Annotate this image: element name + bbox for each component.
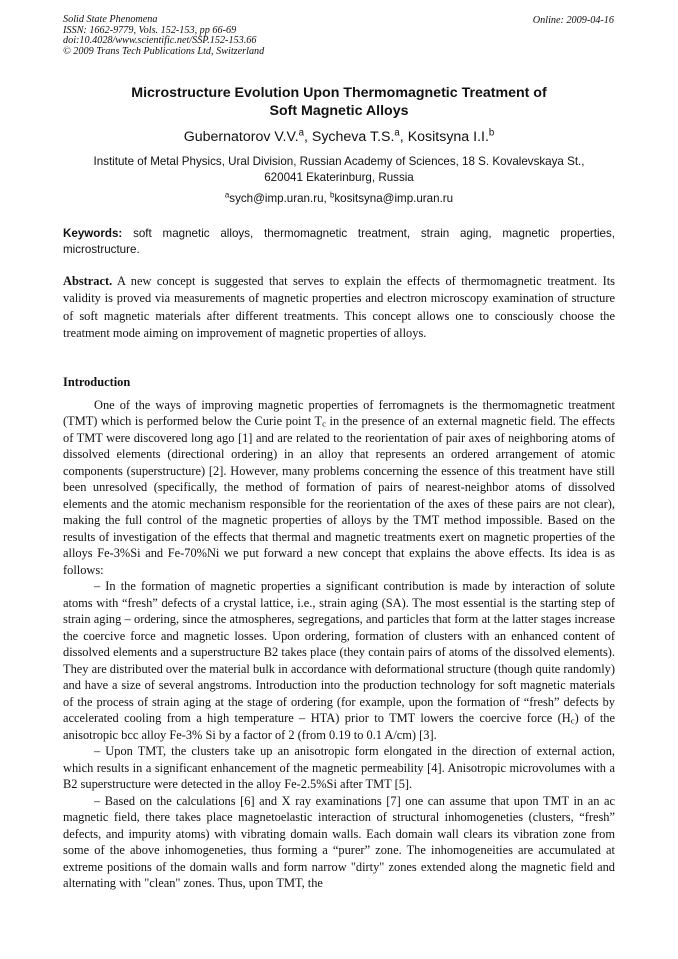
journal-name: Solid State Phenomena: [63, 14, 158, 25]
section-heading-introduction: Introduction: [63, 375, 131, 389]
affiliation: [63, 154, 615, 186]
abstract-text: A new concept is suggested that serves to explain the effects of thermomagnetic treatment. Its validity is proved via measurements of magnetic properties and electron microscopy examination of structure of soft magnetic materials after different treatments. This concept allows one to consciously choose the treatment mode aiming on improvement of magnetic properties of alloys.: [63, 274, 615, 340]
paragraph-text: One of the ways of improving magnetic properties of ferromagnets is the thermomagnetic treatment (TMT) which is performed below the Curie point T: [63, 398, 615, 429]
author-name: Gubernatorov V.V.: [183, 129, 299, 145]
paper-title: [63, 84, 615, 120]
author-list: [63, 129, 615, 145]
author-separator: ,: [303, 129, 312, 145]
journal-info: [63, 15, 483, 57]
author-affil-mark: a: [394, 127, 400, 139]
abstract-label: Abstract.: [63, 274, 113, 288]
paragraph-text: ) of the anisotropic bcc alloy Fe-3% Si by a factor of 2 (from 0.19 to 0.1 A/cm) [3].: [63, 711, 615, 742]
abstract: [63, 273, 615, 342]
author-separator: ,: [399, 129, 408, 145]
affiliation-line-2: 620041 Ekaterinburg, Russia: [264, 171, 414, 184]
author-emails: [63, 192, 615, 205]
affiliation-line-1: Institute of Metal Physics, Ural Division, Russian Academy of Sciences, 18 S. Kovalevskaya St.,: [93, 155, 585, 168]
subscript: c: [570, 715, 575, 726]
email-link[interactable]: sych@imp.uran.ru,: [229, 192, 330, 205]
author-name: Sycheva T.S.: [311, 129, 395, 145]
journal-copyright: © 2009 Trans Tech Publications Ltd, Switzerland: [63, 45, 265, 57]
paragraph-text: – In the formation of magnetic properties a significant contribution is made by interaction of solute atoms with “fresh” defects of a crystal lattice, i.e., strain aging (SA). The most essential is the starting step of strain aging – ordering, since the atmospheres, segregations, and particles that form at the latter stages increase the coercive force and magnetic losses. Upon ordering, formation of clusters with an enhanced content of dissolved elements and a superstructure B2 takes place (they contain pairs of atoms of the dissolved elements). They are distributed over the material bulk in accordance with deformational structure (though quite randomly) and have a size of several angstroms. Introduction into the production technology for soft magnetic materials of the process of strain aging at the stage of ordering (for example, upon the formation of “fresh” defects by accelerated cooling from a high temperature – HTA) prior to TMT lowers the coercive force (H: [63, 579, 615, 726]
paragraph: – Based on the calculations [6] and X ray examinations [7] one can assume that upon TMT in an ac magnetic field, there takes place magnetoelastic interaction of structural inhomogeneties (clusters, “fresh” defects, and impurity atoms) with vibrating domain walls. Each domain wall clears its vibration zone from some of the above inhomogeneties, thus forming a “purer” zone. The inhomogeneities are accumulated at extreme positions of the domain walls and form narrow "dirty" zones extended along the magnetic field and alternating with "clean" zones. Thus, upon TMT, the: [63, 793, 615, 891]
online-date: Online: 2009-04-16: [532, 15, 614, 26]
keywords: [63, 226, 615, 258]
journal-doi: doi:10.4028/www.scientific.net/SSP.152-153.66: [63, 35, 257, 47]
journal-issn: ISSN: 1662-9779, Vols. 152-153, pp 66-69: [63, 24, 237, 36]
paragraph: – Upon TMT, the clusters take up an anisotropic form elongated in the direction of external action, which results in a significant enhancement of the magnetic permeability [4]. Anisotropic microvolumes with a B2 superstructure were detected in the alloy Fe-2.5%Si after TMT [5].: [63, 744, 615, 792]
subscript: c: [322, 419, 326, 430]
introduction-body: [63, 397, 615, 892]
keywords-text: soft magnetic alloys, thermomagnetic treatment, strain aging, magnetic properties, microstructure.: [63, 227, 615, 256]
email-affil-mark: b: [329, 190, 335, 200]
paragraph: [63, 397, 615, 578]
title-line-2: Soft Magnetic Alloys: [269, 103, 409, 119]
author-affil-mark: b: [488, 127, 495, 139]
paragraph-text: in the presence of an external magnetic field. The effects of TMT were discovered long ago [1] and are related to the reorientation of pair axes of neighboring atoms of dissolved elements (directional ordering) in an alloy that represents an ordered arrangement of atomic components (superstructure) [2]. However, many problems concerning the essence of this treatment have still been unresolved (specifically, the method of formation of pairs of nearest-neighbor atoms of dissolved elements and the atomic mechanism responsible for the reorientation of the axes of these pairs are not clear), making the full control of the magnetic properties of alloys by the TMT method impossible. Based on the results of investigation of the effects that thermal and magnetic treatments exert on magnetic properties of the alloys Fe-3%Si and Fe-70%Ni we put forward a new concept that explains the above effects. Its idea is as follows:: [63, 414, 615, 577]
author-affil-mark: a: [298, 127, 304, 139]
email-affil-mark: a: [224, 190, 230, 200]
email-link[interactable]: kositsyna@imp.uran.ru: [334, 192, 454, 205]
keywords-label: Keywords:: [63, 227, 123, 240]
title-line-1: Microstructure Evolution Upon Thermomagnetic Treatment of: [131, 85, 547, 101]
paragraph: [63, 578, 615, 743]
author-name: Kositsyna I.I.: [407, 129, 489, 145]
